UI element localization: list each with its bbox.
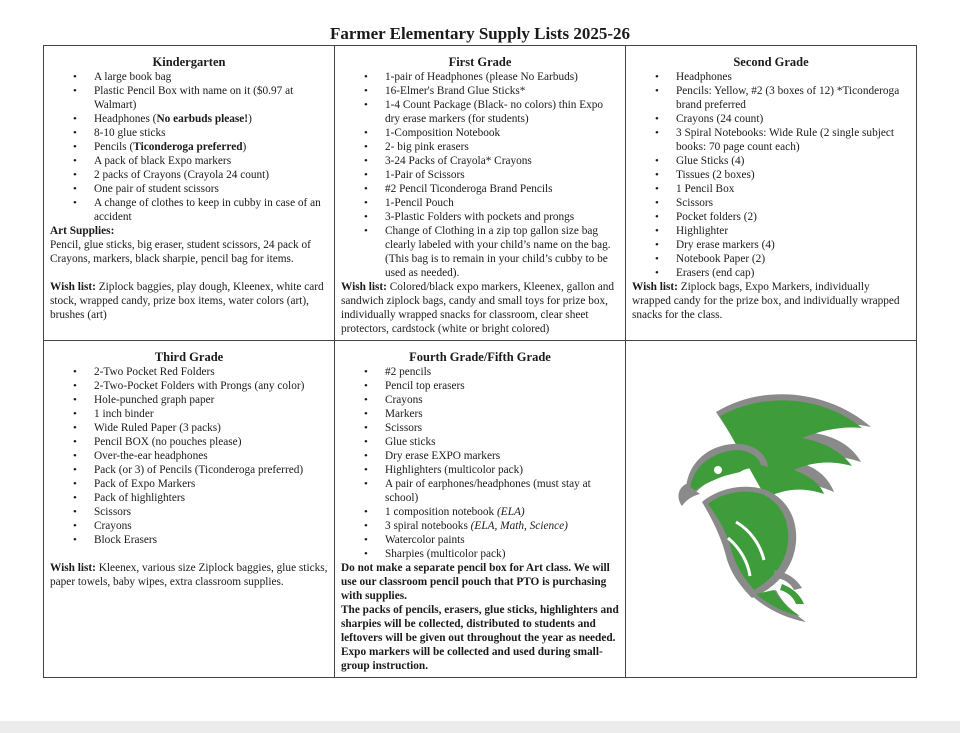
bottom-scroll-strip (0, 721, 960, 733)
list-item: • Notebook Paper (2) (676, 252, 910, 266)
first-grade-list (341, 70, 619, 280)
list-item: • Glue Sticks (4) (676, 154, 910, 168)
list-item: • #2 pencils (385, 365, 619, 379)
list-item: • Pocket folders (2) (676, 210, 910, 224)
list-item: • A pack of black Expo markers (94, 154, 328, 168)
list-item: • Erasers (end cap) (676, 266, 910, 280)
list-item: • 3 spiral notebooks (ELA, Math, Science) (385, 519, 619, 533)
list-item: • Wide Ruled Paper (3 packs) (94, 421, 328, 435)
list-item: • Pack (or 3) of Pencils (Ticonderoga preferred) (94, 463, 328, 477)
supplies-collection-note: The packs of pencils, erasers, glue sticks, highlighters and sharpies will be collected, distributed to students and leftovers will be given out throughout the year as needed. Expo markers will be collected and used during small-group instruction. (341, 604, 619, 672)
list-item: • 2 packs of Crayons (Crayola 24 count) (94, 168, 328, 182)
table-row (44, 46, 917, 341)
list-item: • Pencils (Ticonderoga preferred) (94, 140, 328, 154)
list-item: • Markers (385, 407, 619, 421)
second-grade-list (632, 70, 910, 280)
list-item: • Crayons (385, 393, 619, 407)
list-item: • Glue sticks (385, 435, 619, 449)
list-item: • One pair of student scissors (94, 182, 328, 196)
list-item: • Highlighters (multicolor pack) (385, 463, 619, 477)
first-grade-title: First Grade (448, 55, 512, 69)
list-item: • Tissues (2 boxes) (676, 168, 910, 182)
wish-list: Wish list: Ziplock baggies, play dough, Kleenex, white card stock, wrapped candy, prize box items, water colors (art), brushes (art) (50, 281, 324, 321)
list-item: • Pencil BOX (no pouches please) (94, 435, 328, 449)
list-item: • Crayons (24 count) (676, 112, 910, 126)
third-grade-title: Third Grade (154, 350, 224, 364)
fourth-fifth-grade-title: Fourth Grade/Fifth Grade (409, 350, 551, 364)
list-item: • Scissors (676, 196, 910, 210)
list-item: • Plastic Pencil Box with name on it ($0.97 at Walmart) (94, 84, 328, 112)
list-item: • Scissors (94, 505, 328, 519)
kindergarten-cell (44, 46, 335, 341)
list-item: • Block Erasers (94, 533, 328, 547)
third-grade-list (50, 365, 328, 547)
list-item: • A change of clothes to keep in cubby in case of an accident (94, 196, 328, 224)
list-item: • A pair of earphones/headphones (must stay at school) (385, 477, 619, 505)
list-item: • 3 Spiral Notebooks: Wide Rule (2 single subject books: 70 page count each) (676, 126, 910, 154)
list-item: • 1-Pencil Pouch (385, 196, 619, 210)
list-item: • #2 Pencil Ticonderoga Brand Pencils (385, 182, 619, 196)
second-grade-title: Second Grade (733, 55, 809, 69)
list-item: • 2- big pink erasers (385, 140, 619, 154)
logo-cell (626, 341, 917, 678)
art-supplies-label: Art Supplies: (50, 225, 115, 237)
list-item: • 1-Pair of Scissors (385, 168, 619, 182)
wish-list: Wish list: Colored/black expo markers, Kleenex, gallon and sandwich ziplock bags, candy and small toys for prize box, individually wrapped snacks for classroom, clear sheet protectors, cardstock (white or bright colored) (341, 281, 615, 335)
art-class-note: Do not make a separate pencil box for Art class. We will use our classroom pencil pouch that PTO is purchasing with supplies. (341, 562, 610, 602)
list-item: • Hole-punched graph paper (94, 393, 328, 407)
list-item: • Change of Clothing in a zip top gallon size bag clearly labeled with your child’s name on the bag. (This bag is to remain in your child’s cubby to be used as needed). (385, 224, 619, 280)
list-item: • Sharpies (multicolor pack) (385, 547, 619, 561)
eagle-mascot-icon (656, 372, 886, 642)
list-item: • Pack of Expo Markers (94, 477, 328, 491)
list-item: • 16-Elmer's Brand Glue Sticks* (385, 84, 619, 98)
list-item: • Scissors (385, 421, 619, 435)
list-item: • 1 inch binder (94, 407, 328, 421)
list-item: • Dry erase EXPO markers (385, 449, 619, 463)
list-item: • Over-the-ear headphones (94, 449, 328, 463)
list-item: • Pack of highlighters (94, 491, 328, 505)
list-item: • Pencil top erasers (385, 379, 619, 393)
fourth-fifth-grade-cell (335, 341, 626, 678)
list-item: • 1 Pencil Box (676, 182, 910, 196)
list-item: • 8-10 glue sticks (94, 126, 328, 140)
list-item: • 3-24 Packs of Crayola* Crayons (385, 154, 619, 168)
supply-list-table (43, 45, 917, 678)
list-item: • Pencils: Yellow, #2 (3 boxes of 12) *Ticonderoga brand preferred (676, 84, 910, 112)
list-item: • Highlighter (676, 224, 910, 238)
list-item: • Dry erase markers (4) (676, 238, 910, 252)
kindergarten-title: Kindergarten (152, 55, 226, 69)
list-item: • Headphones (No earbuds please!) (94, 112, 328, 126)
fourth-fifth-grade-list (341, 365, 619, 561)
wish-list: Wish list: Ziplock bags, Expo Markers, individually wrapped candy for the prize box, and individually wrapped snacks for the class. (632, 281, 900, 321)
list-item: • 1 composition notebook (ELA) (385, 505, 619, 519)
list-item: • 1-pair of Headphones (please No Earbuds) (385, 70, 619, 84)
wish-list: Wish list: Kleenex, various size Ziplock baggies, glue sticks, paper towels, baby wipes, extra classroom supplies. (50, 562, 328, 588)
list-item: • Headphones (676, 70, 910, 84)
list-item: • 2-Two Pocket Red Folders (94, 365, 328, 379)
list-item: • Crayons (94, 519, 328, 533)
list-item: • 1-Composition Notebook (385, 126, 619, 140)
list-item: • 3-Plastic Folders with pockets and prongs (385, 210, 619, 224)
art-supplies-text: Pencil, glue sticks, big eraser, student scissors, 24 pack of Crayons, markers, black sharpie, pencil bag for items. (50, 239, 311, 265)
list-item: • 2-Two-Pocket Folders with Prongs (any color) (94, 379, 328, 393)
table-row (44, 341, 917, 678)
list-item: • A large book bag (94, 70, 328, 84)
third-grade-cell (44, 341, 335, 678)
second-grade-cell (626, 46, 917, 341)
page-title: Farmer Elementary Supply Lists 2025-26 (329, 24, 630, 43)
list-item: • Watercolor paints (385, 533, 619, 547)
list-item: • 1-4 Count Package (Black- no colors) thin Expo dry erase markers (for students) (385, 98, 619, 126)
kindergarten-list (50, 70, 328, 224)
first-grade-cell (335, 46, 626, 341)
